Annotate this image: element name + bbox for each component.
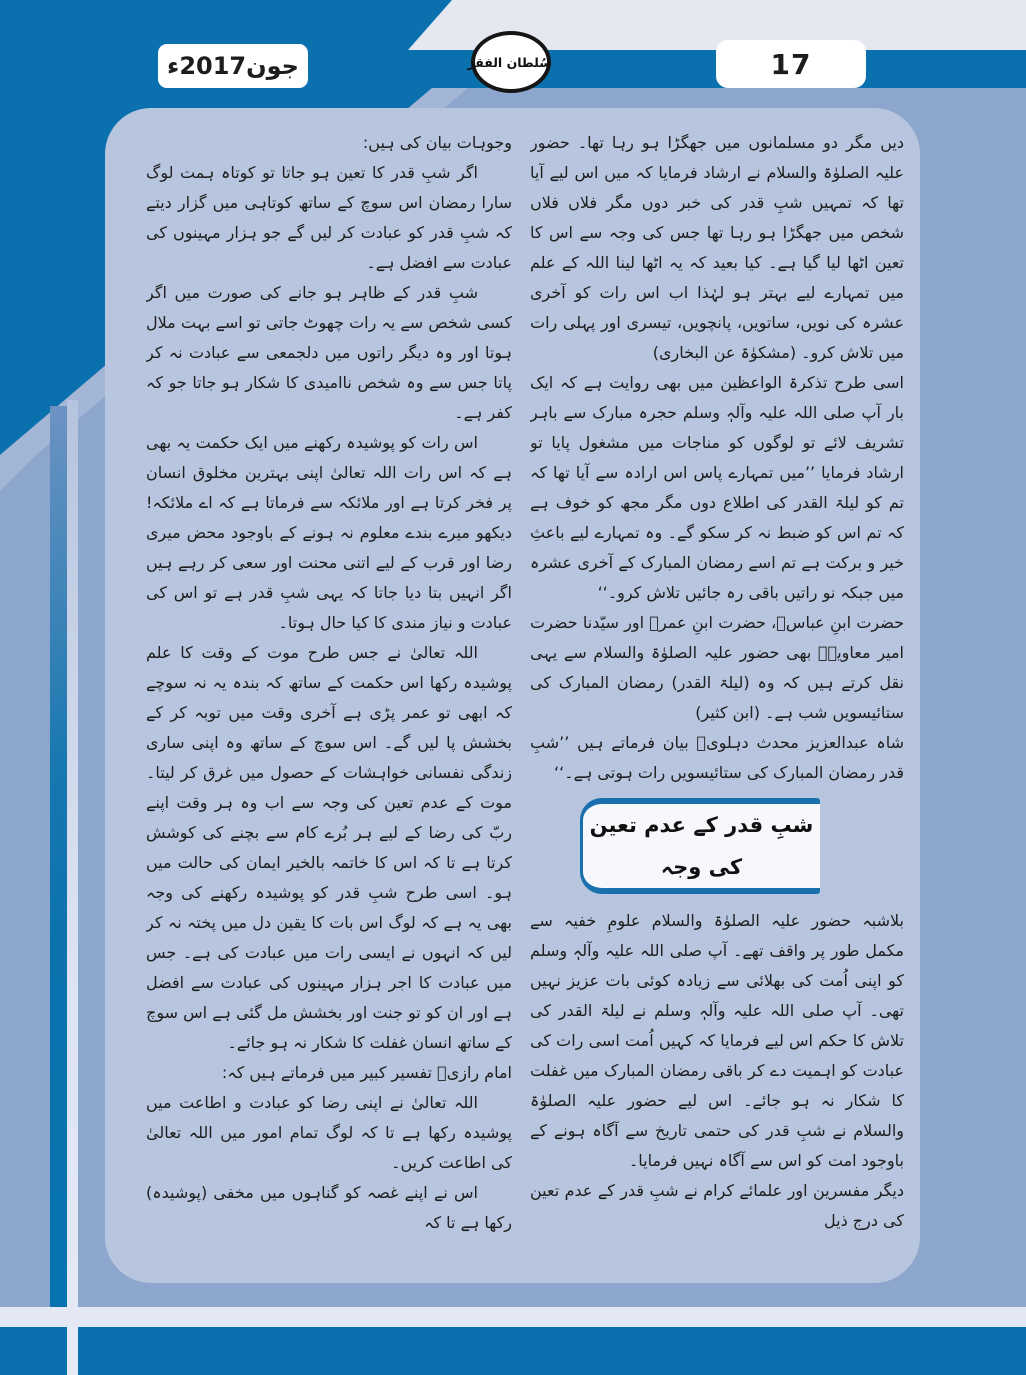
left-column-paragraphs (146, 128, 512, 1238)
paragraph: امام رازیؒ تفسیر کبیر میں فرماتے ہیں کہ: (221, 1063, 512, 1082)
paragraph: شبِ قدر کے ظاہر ہو جانے کی صورت میں اگر کسی شخص سے یہ رات چھوٹ جاتی تو اسے بہت ملال ہوتا اور وہ دیگر راتوں میں دلجمعی سے عبادت نہ کر پاتا جس سے وہ شخص ناامیدی کا شکار ہو جاتا جو کہ کفر ہے۔ (146, 283, 512, 422)
paragraph: اسی طرح تذکرۃ الواعظین میں بھی روایت ہے کہ ایک بار آپ صلی اللہ علیہ وآلہٖ وسلم حجرہ مبارک سے باہر تشریف لائے تو لوگوں کو مناجات میں مشغول پایا تو ارشاد فرمایا ’’میں تمہارے پاس اس ارادہ سے آیا تھا کہ تم کو لیلۃ القدر کی اطلاع دوں مگر مجھ کو خوف ہے کہ تم اس کو ضبط نہ کر سکو گے۔ وہ تمہارے لیے باعثِ خیر و برکت ہے تم اسے رمضان المبارک کے آخری عشرہ میں جبکہ نو راتیں باقی رہ جائیں تلاش کرو۔‘‘ (530, 373, 904, 602)
paragraph: بلاشبہ حضور علیہ الصلوٰۃ والسلام علومِ خفیہ سے مکمل طور پر واقف تھے۔ آپ صلی اللہ علیہ وآلہٖ وسلم کو اپنی اُمت کی بھلائی سے زیادہ کوئی بات عزیز نہیں تھی۔ آپ صلی اللہ علیہ وآلہٖ وسلم نے لیلۃ القدر کی تلاش کا حکم اس لیے فرمایا کہ کہیں اُمت اسی رات کی عبادت کو اہمیت دے کر باقی رمضان المبارک میں غفلت کا شکار نہ ہو جائے۔ اس لیے حضور علیہ الصلوٰۃ والسلام نے شبِ قدر کی حتمی تاریخ سے آگاہ ہونے کے باوجود امت کو اس سے آگاہ نہیں فرمایا۔ (530, 911, 904, 1170)
article-column-left (146, 128, 512, 1278)
magazine-logo (467, 31, 552, 93)
logo-title-text: سُلطان الفقر (467, 54, 552, 70)
issue-date-badge (158, 44, 308, 88)
right-column-paragraphs-after-banner (530, 906, 904, 1236)
paragraph: اس رات کو پوشیدہ رکھنے میں ایک حکمت یہ بھی ہے کہ اس رات اللہ تعالیٰ اپنی بہترین مخلوق انسان پر فخر کرتا ہے اور ملائکہ سے فرماتا ہے کہ اے ملائکہ! دیکھو میرے بندے معلوم نہ ہونے کے باوجود محض میری رضا اور قرب کے لیے اتنی محنت اور سعی کر رہے ہیں اگر انہیں بتا دیا جاتا کہ یہی شبِ قدر ہے تو اس کی عبادت و نیاز مندی کا کیا حال ہوتا۔ (146, 433, 512, 632)
paragraph: اللہ تعالیٰ نے جس طرح موت کے وقت کا علم پوشیدہ رکھا اس حکمت کے ساتھ کہ بندہ یہ نہ سوچے کہ ابھی تو عمر پڑی ہے آخری وقت میں توبہ کر کے بخشش پا لیں گے۔ اس سوچ کے ساتھ وہ اپنی ساری زندگی نفسانی خواہشات کے حصول میں غرق کر لیتا۔ موت کے عدم تعین کی وجہ سے اب وہ ہر وقت اپنے ربّ کی رضا کے لیے ہر بُرے کام سے بچنے کی کوشش کرتا ہے تا کہ اس کا خاتمہ بالخیر ایمان کی حالت میں ہو۔ اسی طرح شبِ قدر کو پوشیدہ رکھنے کی وجہ بھی یہ ہے کہ لوگ اس بات کا یقین دل میں پختہ نہ کر لیں کہ انہوں نے ایسی رات میں عبادت کی ہے۔ جس میں عبادت کا اجر ہزار مہینوں کی عبادت سے افضل ہے اور ان کو تو جنت اور بخشش مل گئی ہے اس سوچ کے ساتھ انسان غفلت کا شکار نہ ہو جائے۔ (146, 643, 512, 1052)
page-number-text: 17 (770, 47, 812, 81)
right-column-paragraphs-before-banner (530, 128, 904, 788)
left-vertical-light-stripe (67, 400, 78, 1375)
paragraph: حضرت ابنِ عباسؓ، حضرت ابنِ عمرؓ اور سیّدنا حضرت امیر معاویہؓ بھی حضور علیہ الصلوٰۃ والسلام سے یہی نقل کرتے ہیں کہ وہ (لیلۃ القدر) رمضان المبارک کی ستائیسویں شب ہے۔ (ابن کثیر) (530, 613, 904, 722)
paragraph: اللہ تعالیٰ نے اپنی رضا کو عبادت و اطاعت میں پوشیدہ رکھا ہے تا کہ لوگ تمام امور میں اللہ تعالیٰ کی اطاعت کریں۔ (146, 1093, 512, 1172)
paragraph: اس نے اپنے غصہ کو گناہوں میں مخفی (پوشیدہ) رکھا ہے تا کہ (146, 1183, 512, 1232)
section-heading-banner (580, 798, 820, 894)
issue-date-text: جون2017ء (167, 52, 299, 80)
page-number-badge (716, 40, 866, 88)
section-heading-text: شبِ قدر کے عدم تعین کی وجہ (589, 813, 814, 879)
paragraph: اگر شبِ قدر کا تعین ہو جاتا تو کوتاہ ہمت لوگ سارا رمضان اس سوچ کے ساتھ کوتاہی میں گزار دیتے کہ شبِ قدر کو عبادت کر لیں گے جو ہزار مہینوں کی عبادت سے افضل ہے۔ (146, 163, 512, 272)
paragraph: شاہ عبدالعزیز محدث دہلویؒ بیان فرماتے ہیں ’’شبِ قدر رمضان المبارک کی ستائیسویں رات ہوتی ہے۔‘‘ (530, 733, 904, 782)
left-vertical-dark-stripe (50, 406, 67, 1307)
bottom-light-band (0, 1307, 1026, 1327)
paragraph: دیگر مفسرین اور علمائے کرام نے شبِ قدر کے عدم تعین کی درج ذیل (530, 1181, 904, 1230)
paragraph: دیں مگر دو مسلمانوں میں جھگڑا ہو رہا تھا۔ حضور علیہ الصلوٰۃ والسلام نے ارشاد فرمایا کہ میں اس لیے آیا تھا کہ تمہیں شبِ قدر کی خبر دوں مگر فلاں فلاں شخص میں جھگڑا ہو رہا تھا جس کی وجہ سے اس کا تعین اٹھا لیا گیا ہے۔ کیا بعید کہ یہ اٹھا لینا اللہ کے علم میں تمہارے لیے بہتر ہو لہٰذا اب اس رات کو آخری عشرہ کی نویں، ساتویں، پانچویں، تیسری اور پہلی رات میں تلاش کرو۔ (مشکوٰۃ عن البخاری) (530, 133, 904, 362)
paragraph: وجوہات بیان کی ہیں: (362, 133, 512, 152)
article-column-right (530, 128, 904, 1278)
